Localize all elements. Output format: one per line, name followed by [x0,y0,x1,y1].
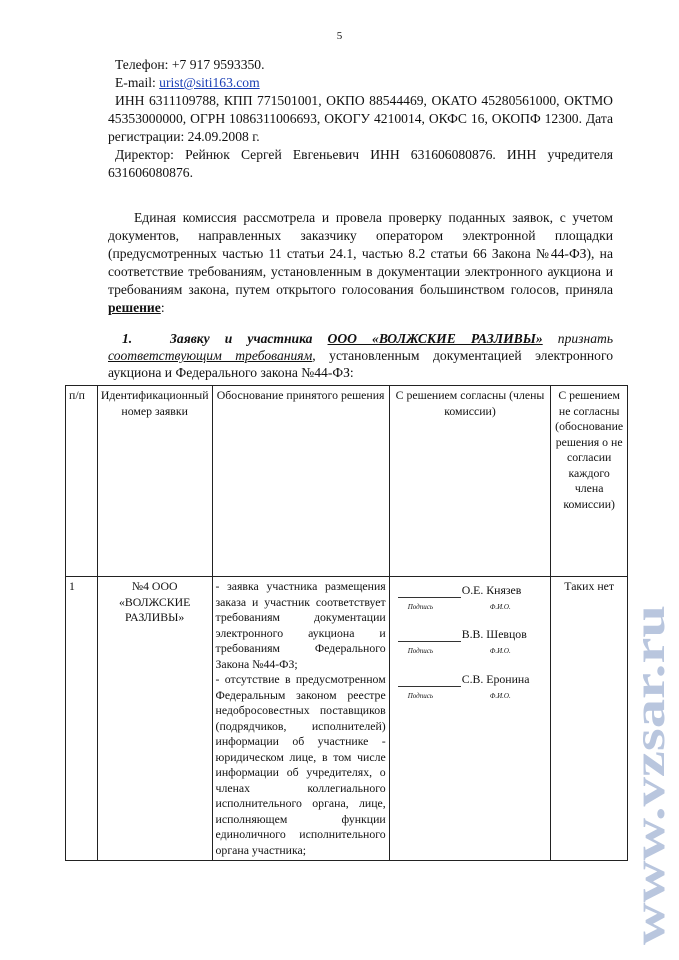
header-agree: С решением согласны (члены комиссии) [389,386,551,577]
header-disagree: С решением не согласны (обоснование решения о не согласии каждого члена комиссии) [551,386,628,577]
email-link[interactable]: urist@siti163.com [159,75,260,90]
row-number: 1 [66,577,98,861]
point-rest: , установленным документацией электронного аукциона и Федерального закона №44-ФЗ: [108,348,613,380]
signature-line [398,686,461,687]
bid-id: №4 ООО «ВОЛЖСКИЕ РАЗЛИВЫ» [97,577,212,861]
commission-end: : [160,300,165,315]
watermark-svg [626,600,676,950]
point-number: 1. [122,331,133,346]
sign-label: Подпись [407,692,433,700]
point-1 [108,330,613,381]
signatures-cell [389,577,551,861]
decision-word: решение [108,300,161,315]
objection-cell: Таких нет [551,577,628,861]
point-org: ООО «ВОЛЖСКИЕ РАЗЛИВЫ» [327,331,543,346]
page-number: 5 [336,30,343,42]
table-row [66,577,628,861]
header-reason: Обоснование принятого решения [212,386,389,577]
requisites: ИНН 6311109788, КПП 771501001, ОКПО 88544469, ОКАТО 45280561000, ОКТМО 45353000000, ОГРН 1086311006693, ОКОГУ 4210014, ОКФС 16, ОКОПФ 12300. Дата регистрации: 24.09.2008 г. [108,93,613,144]
commission-body: Единая комиссия рассмотрела и провела проверку поданных заявок, с учетом документов, направленных заказчику оператором электронной площадки (предусмотренных частью 11 статьи 24.1, частью 8.2 статьи 66 Закона №44-ФЗ), на соответствие требованиям, установленным в документации электронного аукциона и требованиям закона, путем открытого голосования большинством голосов, приняла [108,210,613,297]
watermark-text: www.vzsar.ru [626,689,674,945]
header-pp: п/п [66,386,98,577]
signature-2 [398,627,560,655]
signature-1 [398,583,560,611]
member-name: В.В. Шевцов [461,627,527,641]
sign-label: Подпись [407,647,433,655]
table-header-row [66,386,628,577]
member-name: О.Е. Князев [461,583,522,597]
contact-block [108,56,613,182]
decision-table [65,385,628,861]
reason-cell [212,577,389,861]
signature-line [398,597,461,598]
phone-line: Телефон: +7 917 9593350. [115,57,265,72]
reason-2: - отсутствие в предусмотренном Федеральным законом реестре недобросовестных поставщиков (подрядчиков, исполнителей) информации об участнике - юридическом лице, в том числе информации об учредителях, о членах коллегиального исполнительного органа, лице, исполняющем функции единоличного исполнительного органа участника; [215,672,386,857]
email-label: E-mail: [115,75,160,90]
fio-label: Ф.И.О. [489,692,511,700]
fio-label: Ф.И.О. [489,603,511,611]
signature-line [398,641,461,642]
fio-label: Ф.И.О. [489,647,511,655]
director-line: Директор: Рейнюк Сергей Евгеньевич ИНН 631606080876. ИНН учредителя 631606080876. [108,147,613,180]
header-id: Идентификационный номер заявки [97,386,212,577]
reason-1: - заявка участника размещения заказа и участник соответствует требованиям документации электронного аукциона и требованиям Федерального Закона №44-ФЗ; [215,579,386,671]
signature-3 [398,672,560,700]
sign-label: Подпись [407,603,433,611]
member-name: С.В. Еронина [461,672,530,686]
email-line [108,74,613,92]
commission-paragraph [108,209,613,317]
point-verb: признать [542,331,614,346]
watermark [626,600,676,950]
point-conforming: соответствующим требованиям [108,348,313,363]
point-lead: Заявку и участника [170,331,328,346]
